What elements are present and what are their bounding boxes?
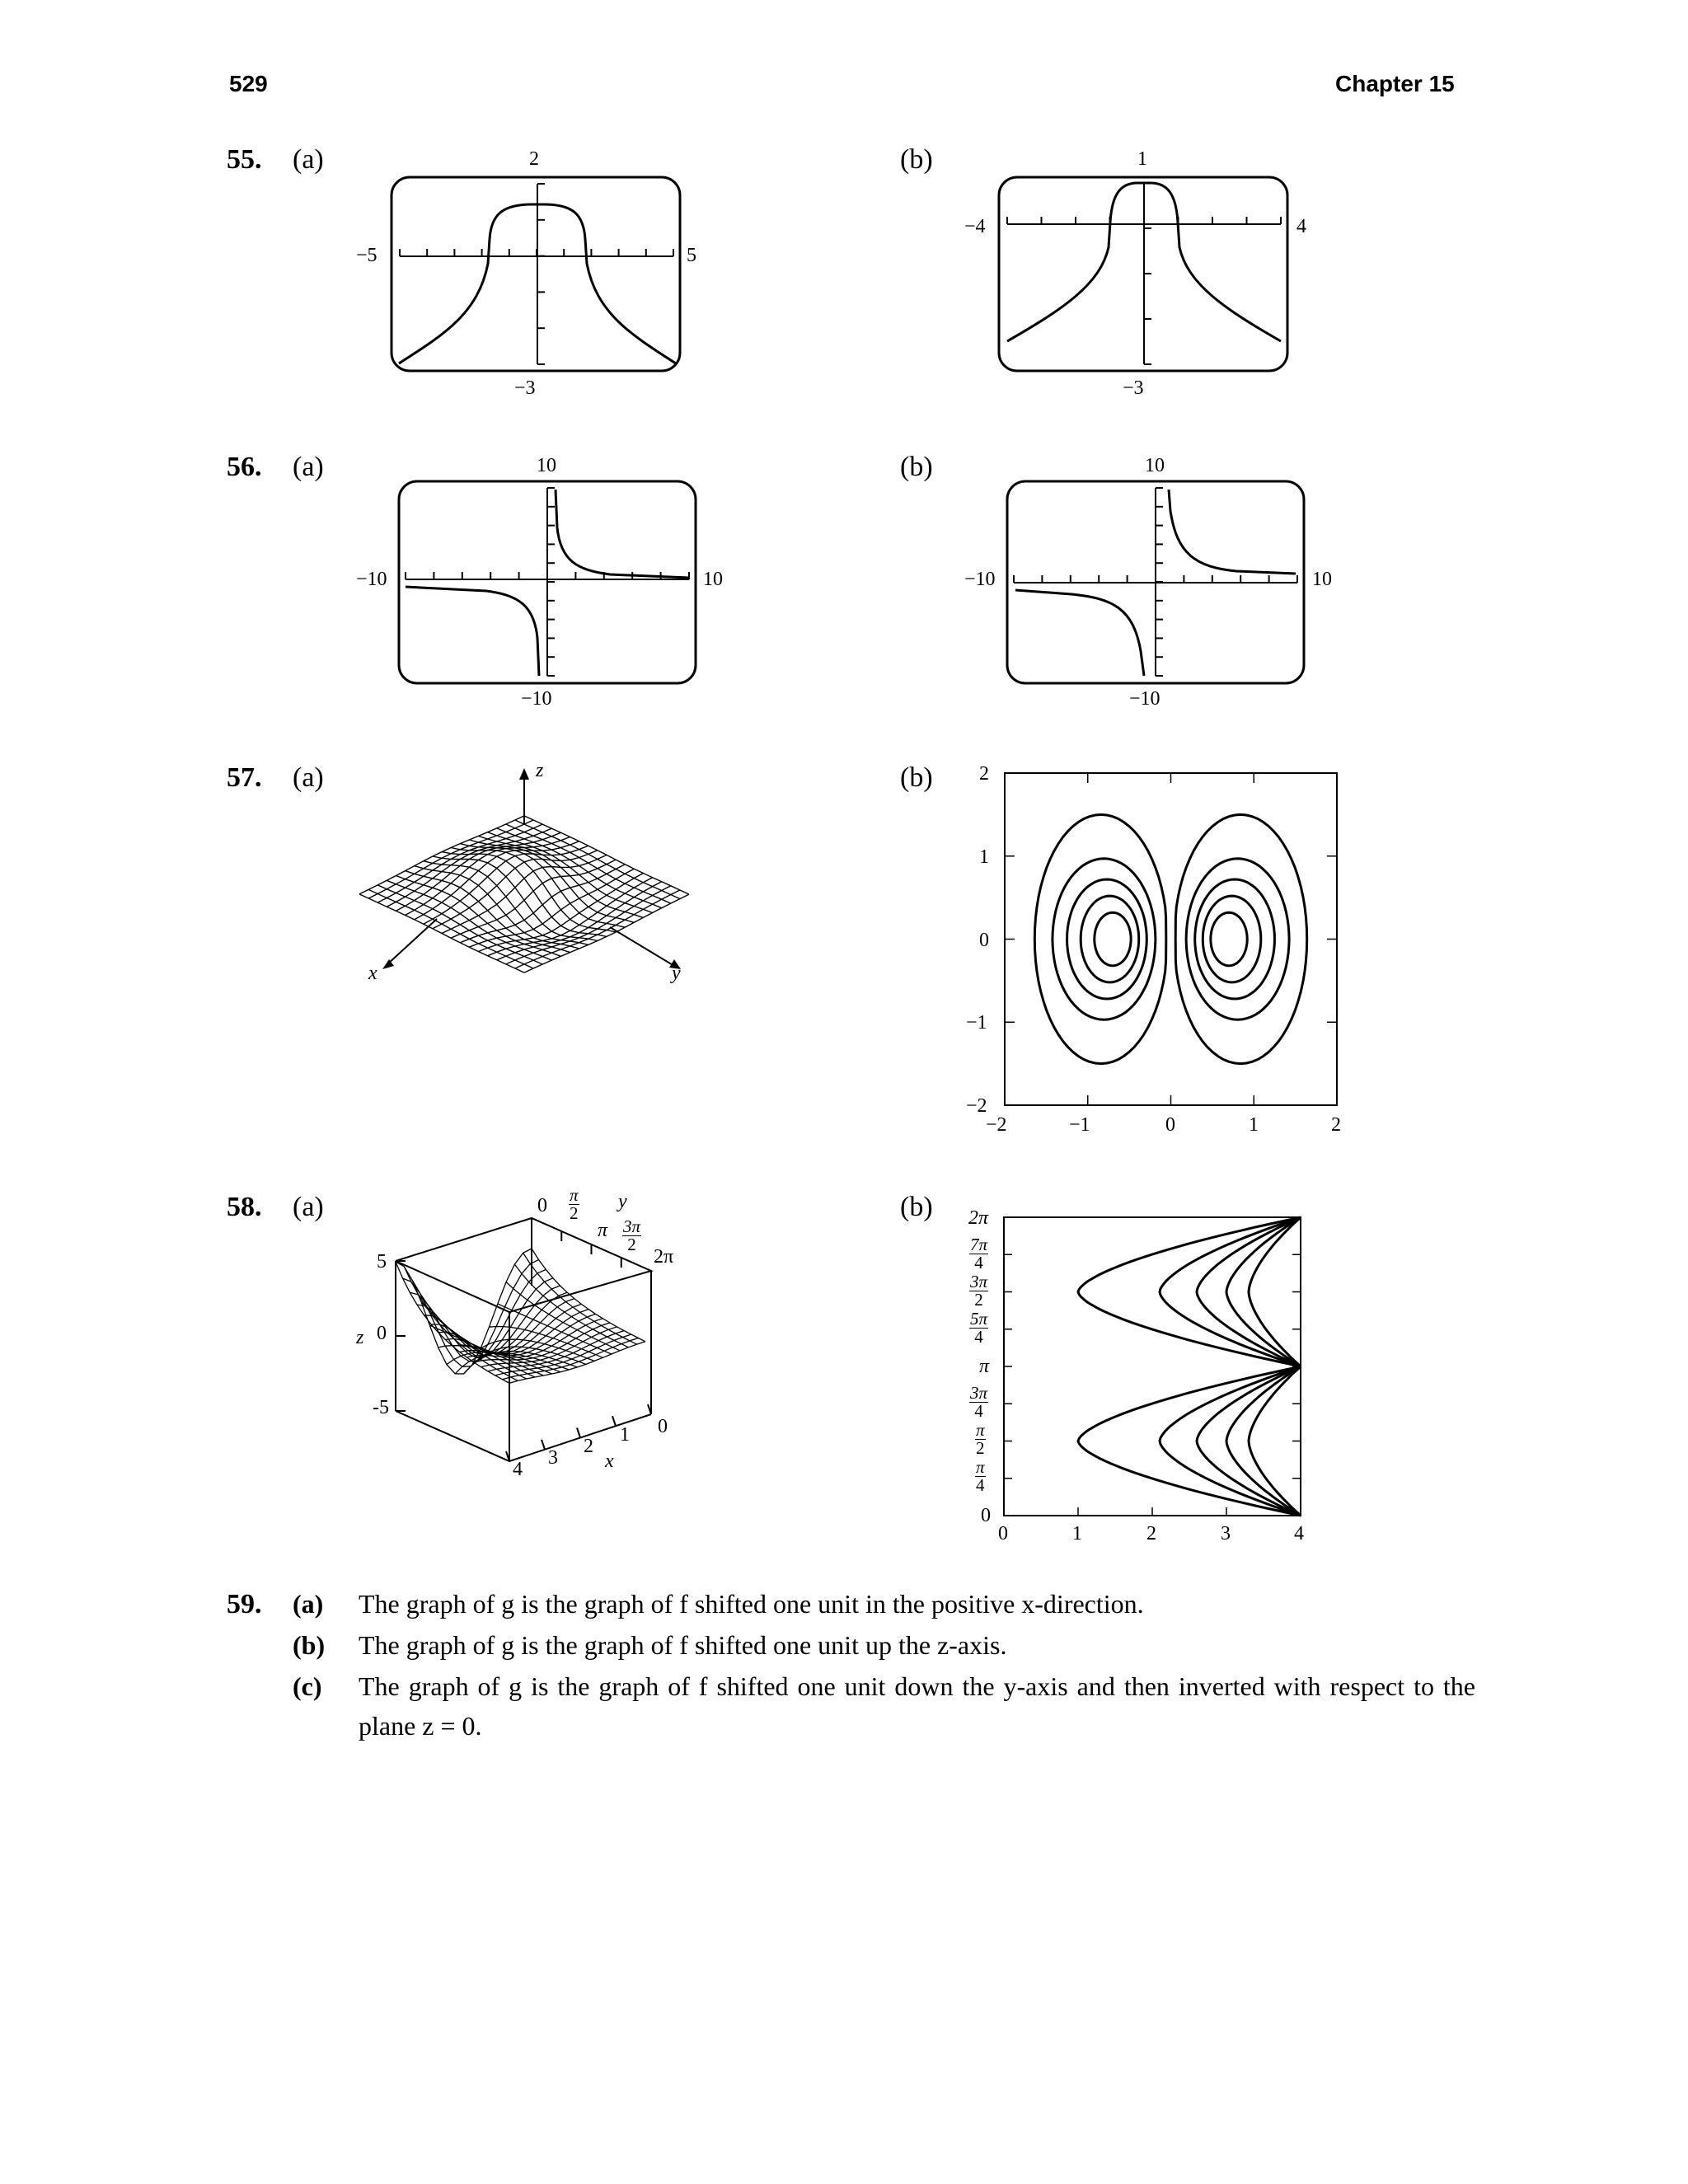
y-tick-label: 0 [537,1195,547,1216]
plot-frame [1005,773,1337,1105]
contour-line [1095,912,1131,965]
y-tick-label: 2π [968,1207,989,1229]
x-tick-label: 1 [1249,1114,1259,1136]
x-tick-label: 2 [1146,1523,1156,1544]
axis-ticks [1005,773,1337,1105]
xmin-label: −5 [356,245,377,266]
curve [1015,590,1144,676]
mesh-line [424,861,588,945]
problem-number: 55. [227,144,262,175]
mesh-line [368,889,533,968]
y-tick-label: 0 [981,1505,991,1526]
z-tick-label: -5 [373,1397,389,1418]
problem-number: 57. [227,762,262,793]
mesh-line [506,824,671,903]
contour-lines [1034,814,1306,1063]
x-tick [542,1440,545,1450]
xmin-label: −10 [964,569,996,590]
ymin-label: −3 [514,377,536,399]
ymax-label: 10 [1145,455,1165,476]
problem-number: 59. [227,1589,262,1619]
y-tick-label: $\frac{7\pi}{4}$ [970,1235,988,1272]
plot-frame [1004,1217,1301,1516]
z-tick-label: 5 [377,1251,387,1272]
mesh-line [377,885,542,964]
y-axis-label: y [672,963,681,984]
axis-ticks [1004,1217,1301,1516]
x-tick-label: 4 [513,1459,523,1480]
part-label: (b) [293,1630,326,1660]
part-label: (b) [900,762,933,793]
part-label: (a) [293,1192,324,1222]
y-tick-label: $\frac{3\pi}{4}$ [970,1383,988,1421]
part-label: (b) [900,144,933,175]
y-tick-label: −1 [966,1012,987,1033]
answer-part [293,1584,1479,1624]
y-tick-label: $\frac{3\pi}{2}$ [623,1216,641,1254]
ymax-label: 1 [1137,148,1147,170]
part-label: (a) [293,762,324,793]
part-label: (c) [293,1671,322,1701]
z-arrow [519,768,529,780]
contour-plot-58b [0,0,1,1]
xmin-label: −10 [356,569,387,590]
contour-line [1211,912,1247,965]
x-axis-label: x [368,963,377,984]
ymin-label: −10 [1129,688,1160,710]
mesh-line [532,1249,645,1342]
x-tick-label: 2 [1331,1114,1341,1136]
x-tick-label: 0 [658,1416,668,1437]
answer-part [293,1666,1479,1746]
problem-number: 56. [227,452,262,482]
answer-text: The graph of g is the graph of f shifted one unit up the z-axis. [359,1630,1007,1660]
x-tick-label: 0 [1165,1114,1175,1136]
xmax-label: 4 [1296,216,1306,237]
y-tick-label: $\frac{3\pi}{2}$ [970,1272,988,1310]
part-label: (b) [900,1192,933,1222]
y-tick-label: π [598,1220,608,1241]
page-number: 529 [229,71,268,96]
ymax-label: 10 [537,455,556,476]
answer-part [293,1625,1479,1665]
y-axis [610,927,674,966]
y-tick-label: 0 [979,930,989,951]
problem-number: 58. [227,1192,262,1222]
surface-mesh [396,1249,645,1383]
x-tick-label: 3 [548,1447,558,1469]
z-tick-label: 0 [377,1323,387,1344]
xmax-label: 10 [1312,569,1332,590]
x-axis [387,919,437,964]
x-tick-label: 1 [620,1424,630,1446]
y-tick-label: $\frac{\pi}{2}$ [570,1185,579,1223]
xmax-label: 10 [703,569,723,590]
y-tick-label: $\frac{\pi}{2}$ [976,1420,985,1458]
curve [1169,490,1296,574]
screen-frame [392,177,680,371]
contour-lines [1078,1217,1301,1516]
part-label: (a) [293,1589,324,1619]
part-label: (a) [293,144,324,175]
x-tick-label: 3 [1221,1523,1231,1544]
part-label: (a) [293,452,324,482]
x-tick-label: 1 [1072,1523,1082,1544]
xmin-label: −4 [964,216,986,237]
curve [406,587,539,676]
z-axis-label: z [356,1327,364,1348]
y-tick-label: $\frac{\pi}{4}$ [976,1457,985,1495]
x-tick-label: 0 [998,1523,1008,1544]
ymin-label: −10 [521,688,552,710]
y-tick-label: $\frac{5\pi}{4}$ [970,1309,988,1347]
y-tick-label: π [979,1356,990,1377]
surface-mesh [359,816,689,972]
answer-text: The graph of g is the graph of f shifted one unit in the positive x-direction. [359,1589,1144,1619]
x-tick-label: −2 [986,1114,1007,1136]
y-tick-label: 2π [654,1246,674,1268]
x-tick [612,1416,616,1426]
part-label: (b) [900,452,933,482]
x-tick-label: −1 [1069,1114,1090,1136]
chapter-title: Chapter 15 [1335,71,1455,96]
x-tick-label: 2 [584,1436,593,1457]
x-axis-label: x [605,1451,614,1472]
mesh-line [359,894,524,972]
curve [556,490,689,578]
y-axis-label: y [618,1191,627,1212]
ymin-label: −3 [1123,377,1144,399]
ymax-label: 2 [529,148,539,170]
y-tick-label: 2 [979,763,989,785]
x-tick [577,1428,580,1438]
mesh-line [488,878,653,956]
z-axis-label: z [536,760,544,781]
answer-text: The graph of g is the graph of f shifted one unit down the y-axis and then inverted with respect to the plane z = 0. [359,1671,1475,1741]
y-tick-label: −2 [966,1095,987,1117]
mesh-line [396,832,560,911]
xmax-label: 5 [687,245,696,266]
y-tick-label: 1 [979,846,989,868]
x-tick-label: 4 [1294,1523,1304,1544]
